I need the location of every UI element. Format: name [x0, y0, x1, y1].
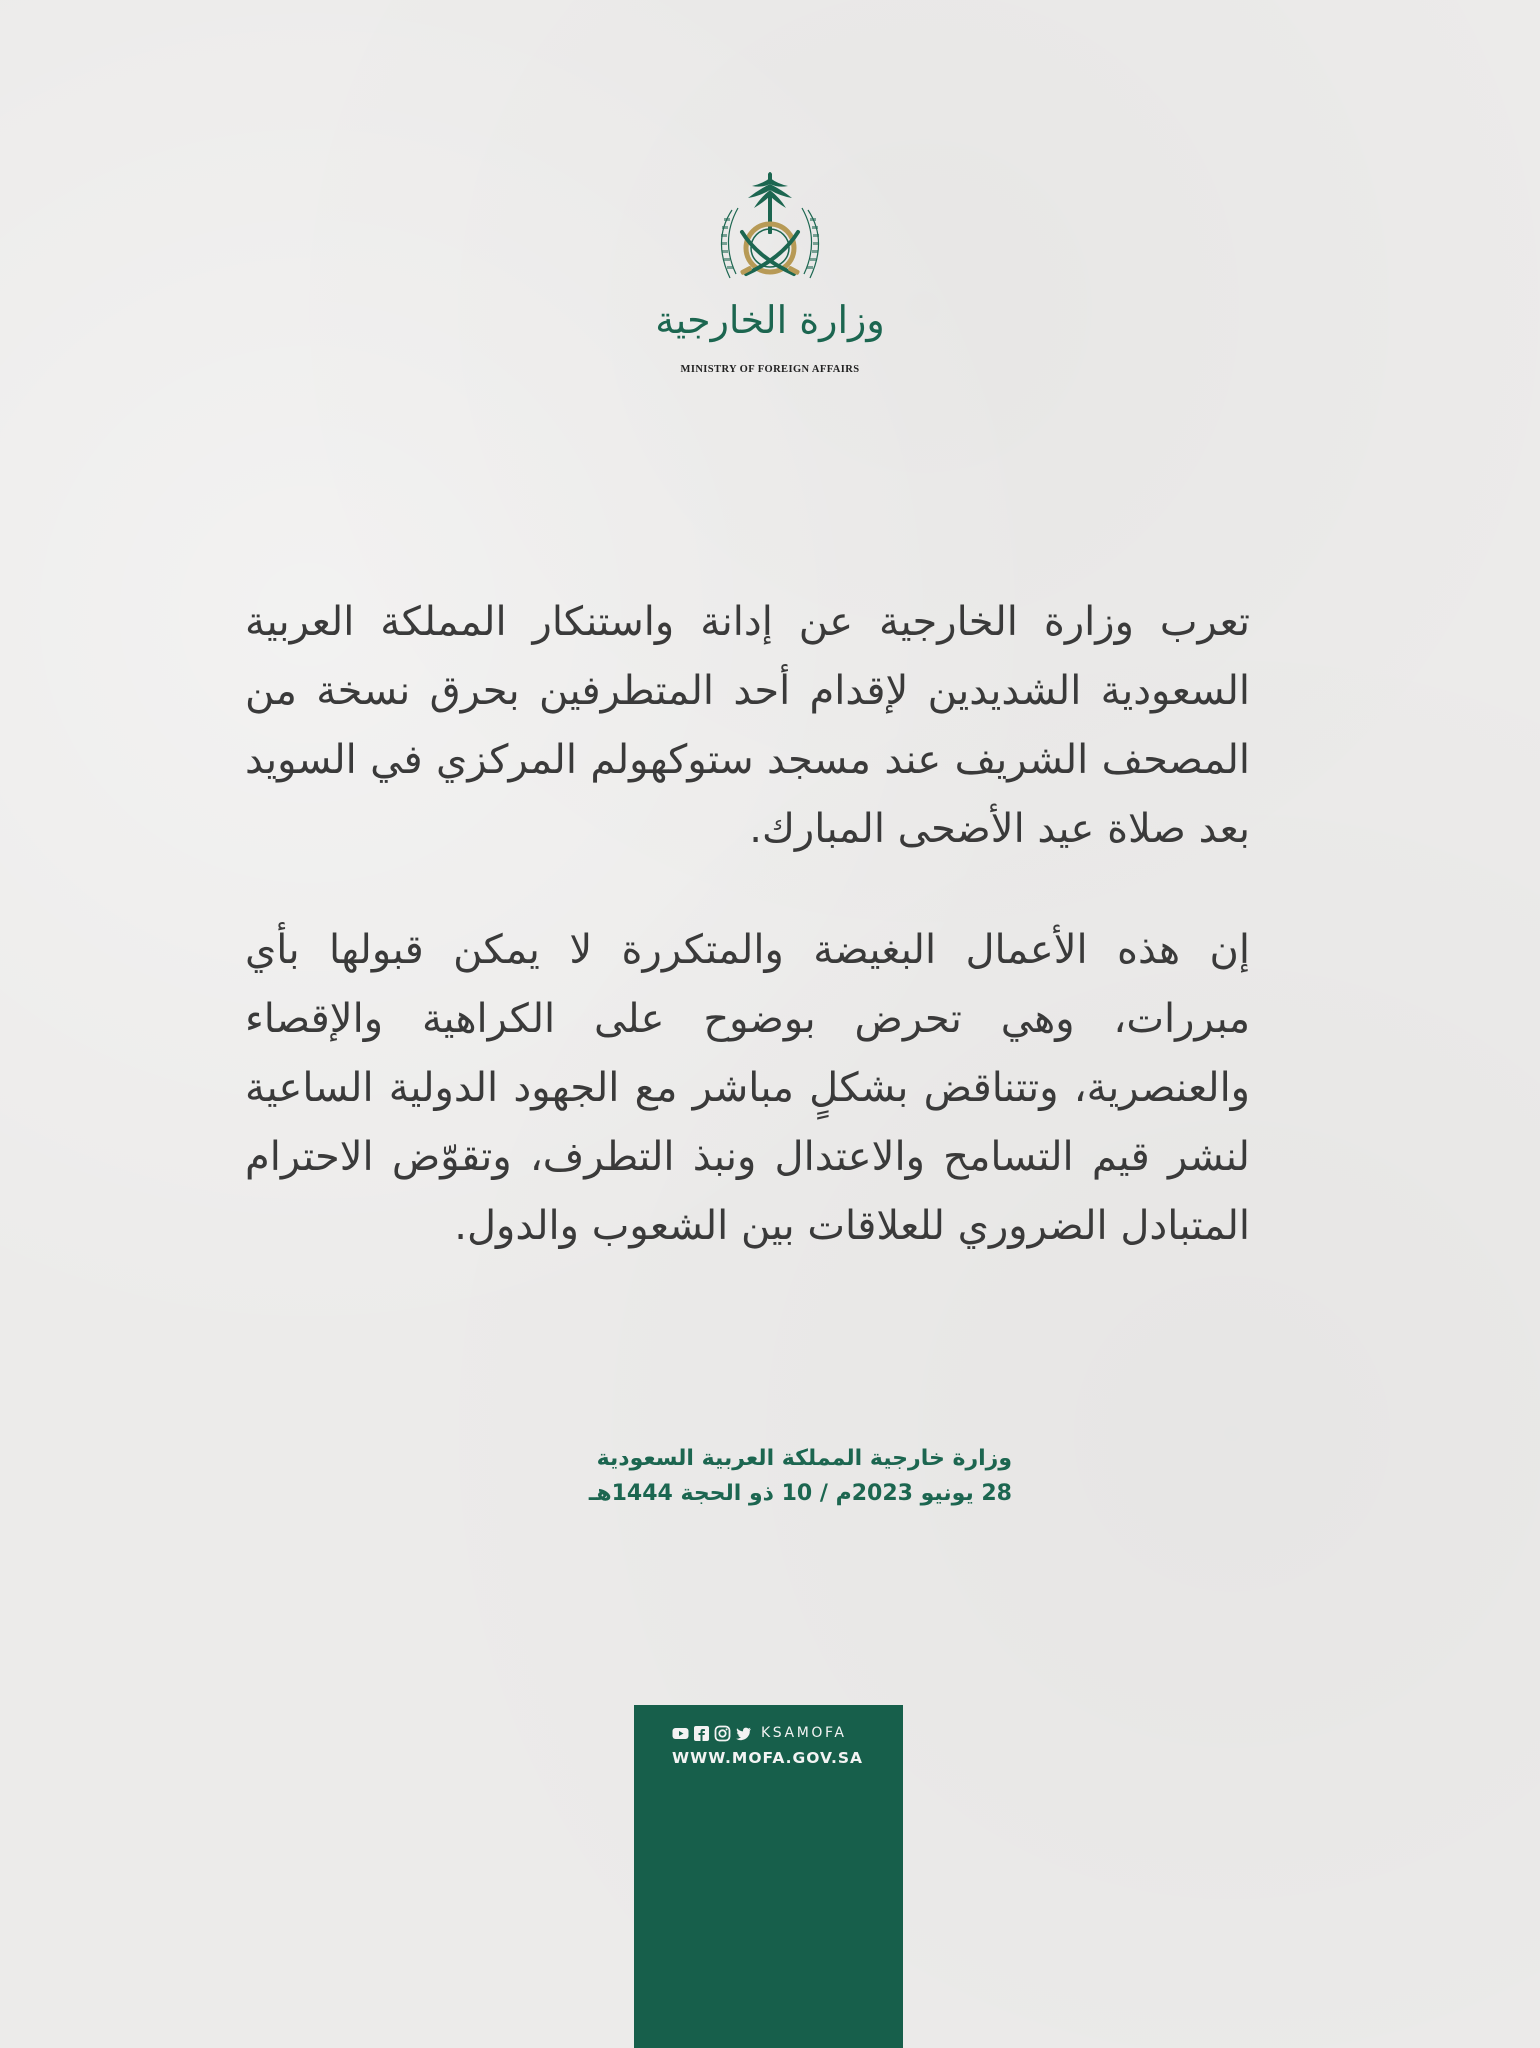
- signature-date: 28 يونيو 2023م / 10 ذو الحجة 1444هـ: [588, 1481, 1012, 1506]
- logo-english-name: MINISTRY OF FOREIGN AFFAIRS: [680, 364, 860, 375]
- social-links: [672, 1723, 847, 1743]
- statement-paragraph-2: إن هذه الأعمال البغيضة والمتكررة لا يمكن قبولها بأي مبررات، وهي تحرض بوضوح على الكراهية والإقصاء والعنصرية، وتتناقض بشكلٍ مباشر مع الجهود الدولية الساعية لنشر قيم التسامح والاعتدال ونبذ التطرف، وتقوّض الاحترام المتبادل الضروري للعلاقات بين الشعوب والدول.: [245, 927, 1250, 1249]
- signature-block: [400, 1442, 1012, 1512]
- social-handle: KSAMOFA: [761, 1725, 847, 1741]
- instagram-icon[interactable]: [714, 1725, 731, 1742]
- youtube-icon[interactable]: [672, 1725, 689, 1742]
- saudi-emblem-icon: [702, 170, 838, 298]
- logo-arabic-name: وزارة الخارجية: [655, 298, 885, 342]
- signature-organization: وزارة خارجية المملكة العربية السعودية: [596, 1446, 1012, 1471]
- ministry-logo: [655, 170, 885, 380]
- website-link[interactable]: WWW.MOFA.GOV.SA: [672, 1749, 864, 1767]
- statement-paragraph-1: تعرب وزارة الخارجية عن إدانة واستنكار المملكة العربية السعودية الشديدين لإقدام أحد المتطرفين بحرق نسخة من المصحف الشريف عند مسجد ستوكهولم المركزي في السويد بعد صلاة عيد الأضحى المبارك.: [245, 599, 1250, 852]
- twitter-icon[interactable]: [735, 1725, 752, 1742]
- footer-panel: [634, 1705, 903, 2048]
- facebook-icon[interactable]: [693, 1725, 710, 1742]
